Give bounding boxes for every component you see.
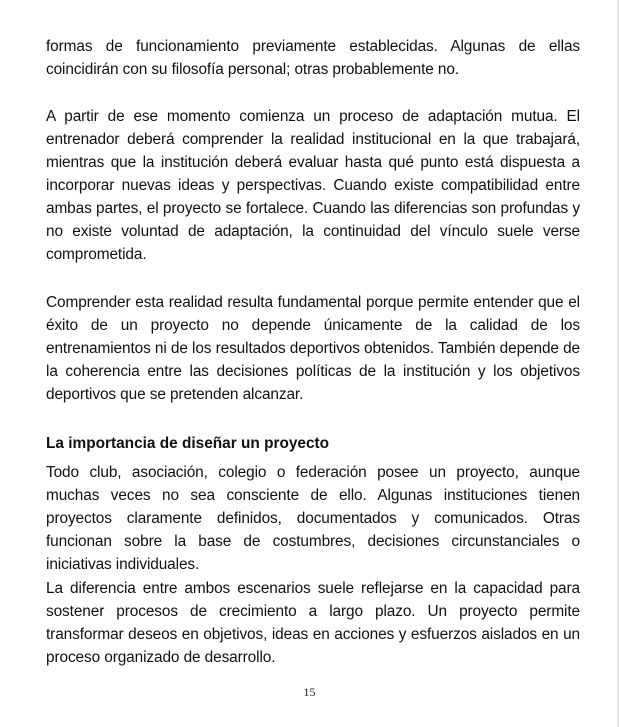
paragraph-continuation: formas de funcionamiento previamente establecidas. Algunas de ellas coincidirán con su filosofía personal; otras probablemente no. [46,38,580,78]
paragraph-understanding: Comprender esta realidad resulta fundamental porque permite entender que el éxito de un proyecto no depende únicamente de la calidad de los entrenamientos ni de los resultados deportivos obtenidos. También depende de la coherencia entre las decisiones políticas de la institución y los objetivos deportivos que se pretenden alcanzar. [46,294,580,403]
paragraph-adaptation: A partir de ese momento comienza un proceso de adaptación mutua. El entrenador deberá comprender la realidad institucional en la que trabajará, mientras que la institución deberá evaluar hasta qué punto está dispuesta a incorporar nuevas ideas y perspectivas. Cuando existe compatibilidad entre ambas partes, el proyecto se fortalece. Cuando las diferencias son profundas y no existe voluntad de adaptación, la continuidad del vínculo suele verse comprometida. [46,108,580,263]
paragraph-every-club: Todo club, asociación, colegio o federación posee un proyecto, aunque muchas veces no sea consciente de ello. Algunas instituciones tienen proyectos claramente definidos, documentados y comunicados. Otras funcionan sobre la base de costumbres, decisiones circunstanciales o iniciativas individuales. [46,464,580,573]
page-number: 15 [303,685,316,699]
paragraph-difference: La diferencia entre ambos escenarios suele reflejarse en la capacidad para sostener procesos de crecimiento a largo plazo. Un proyecto permite transformar deseos en objetivos, ideas en acciones y esfuerzos aislados en un proceso organizado de desarrollo. [46,580,580,666]
section-heading: La importancia de diseñar un proyecto [46,435,330,452]
